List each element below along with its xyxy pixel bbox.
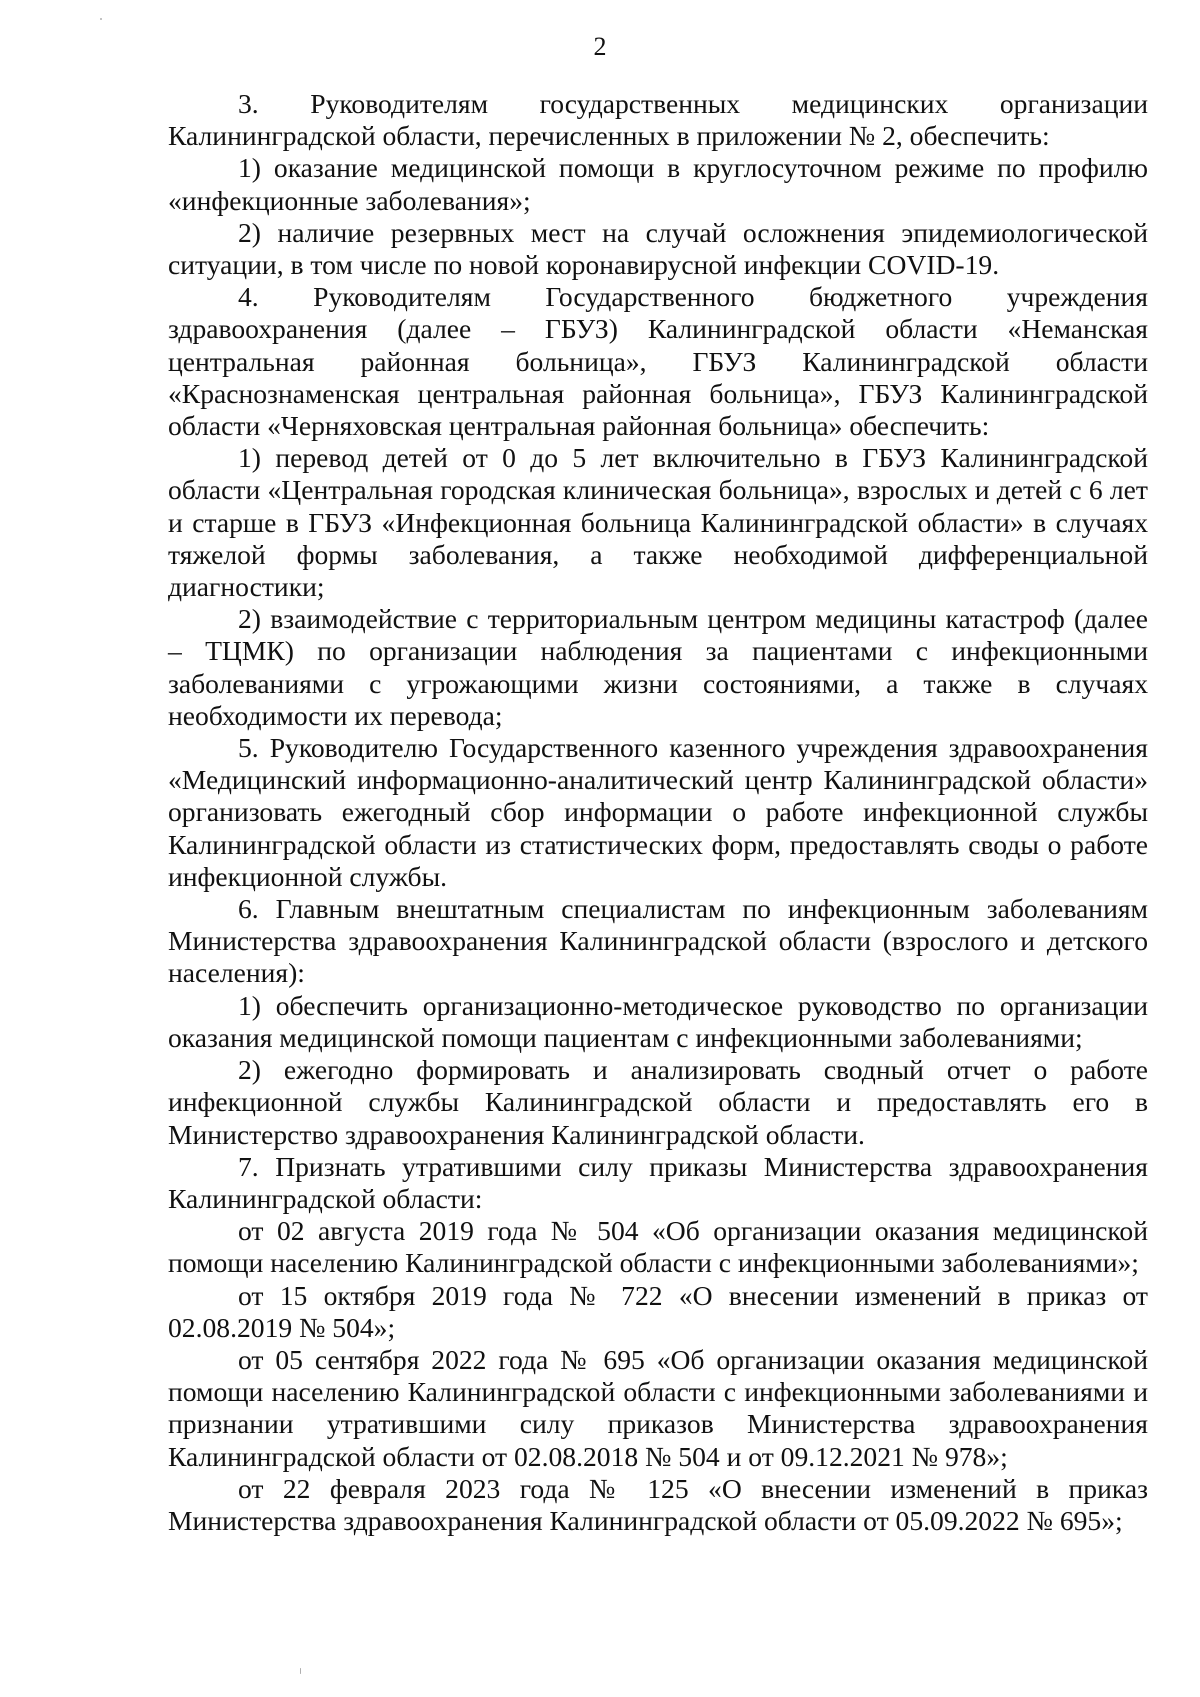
scan-speck (300, 1668, 301, 1674)
document-body (168, 88, 1148, 1537)
paragraph: 4. Руководителям Государственного бюджетного учреждения здравоохранения (далее – ГБУЗ) Калининградской области «Неманская центральная районная больница», ГБУЗ Калининградской области «Краснознаменская центральная районная больница», ГБУЗ Калининградской области «Черняховская центральная районная больница» обеспечить: (168, 281, 1148, 442)
paragraph: 2) наличие резервных мест на случай осложнения эпидемиологической ситуации, в том числе по новой коронавирусной инфекции COVID-19. (168, 216, 1148, 281)
paragraph: 3. Руководителям государственных медицинских организации Калининградской области, перечисленных в приложении № 2, обеспечить: (168, 88, 1148, 152)
paragraph: 6. Главным внештатным специалистам по инфекционным заболеваниям Министерства здравоохранения Калининградской области (взрослого и детского населения): (168, 893, 1148, 989)
paragraph: 1) оказание медицинской помощи в круглосуточном режиме по профилю «инфекционные заболевания»; (168, 152, 1148, 216)
page-number: 2 (593, 32, 607, 61)
paragraph: от 05 сентября 2022 года № 695 «Об организации оказания медицинской помощи населению Калининградской области с инфекционными заболеваниями и признании утратившими силу приказов Министерства здравоохранения Калининградской области от 02.08.2018 № 504 и от 09.12.2021 № 978»; (168, 1343, 1148, 1472)
paragraph: от 15 октября 2019 года № 722 «О внесении изменений в приказ от 02.08.2019 № 504»; (168, 1279, 1148, 1343)
paragraph: от 22 февраля 2023 года № 125 «О внесении изменений в приказ Министерства здравоохранения Калининградской области от 05.09.2022 № 695»; (168, 1472, 1148, 1536)
scan-speck (100, 18, 102, 20)
paragraph: 2) ежегодно формировать и анализировать сводный отчет о работе инфекционной службы Калининградской области и предоставлять его в Министерство здравоохранения Калининградской области. (168, 1054, 1148, 1150)
paragraph: 2) взаимодействие с территориальным центром медицины катастроф (далее – ТЦМК) по организации наблюдения за пациентами с инфекционными заболеваниями с угрожающими жизни состояниями, а также в случаях необходимости их перевода; (168, 603, 1148, 731)
paragraph: 7. Признать утратившими силу приказы Министерства здравоохранения Калининградской области: (168, 1150, 1148, 1214)
paragraph: 5. Руководителю Государственного казенного учреждения здравоохранения «Медицинский информационно-аналитический центр Калининградской области» организовать ежегодный сбор информации о работе инфекционной службы Калининградской области из статистических форм, предоставлять своды о работе инфекционной службы. (168, 732, 1148, 892)
paragraph: 1) перевод детей от 0 до 5 лет включительно в ГБУЗ Калининградской области «Центральная городская клиническая больница», взрослых и детей с 6 лет и старше в ГБУЗ «Инфекционная больница Калининградской области» в случаях тяжелой формы заболевания, а также необходимой дифференциальной диагностики; (168, 442, 1148, 603)
paragraph: 1) обеспечить организационно-методическое руководство по организации оказания медицинской помощи пациентам с инфекционными заболеваниями; (168, 989, 1148, 1053)
paragraph: от 02 августа 2019 года № 504 «Об организации оказания медицинской помощи населению Калининградской области с инфекционными заболеваниями»; (168, 1215, 1148, 1279)
